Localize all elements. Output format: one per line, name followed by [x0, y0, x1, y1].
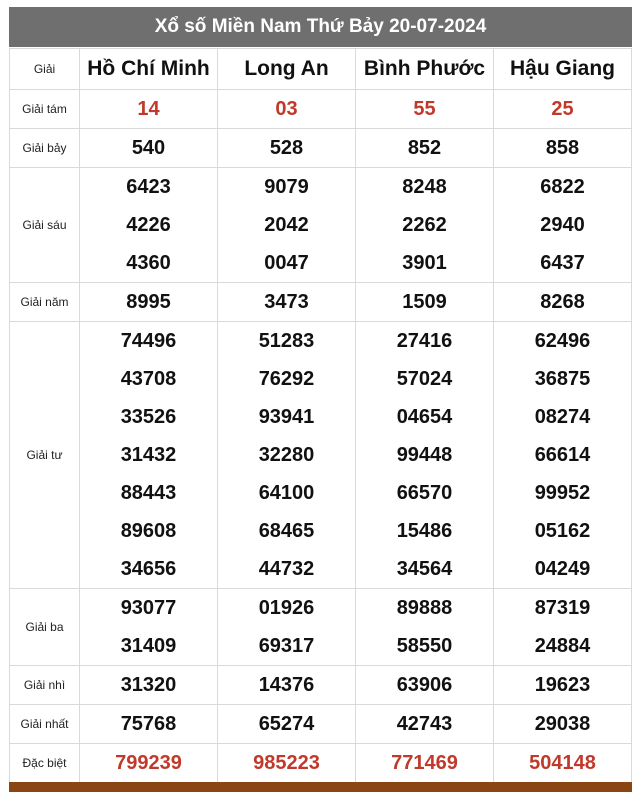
prize-cell: [80, 322, 218, 589]
prize-number: 69317: [258, 635, 315, 657]
prize-number: 771469: [391, 752, 458, 774]
prize-number: 34656: [120, 558, 177, 580]
prize-row: [10, 322, 632, 589]
province-header[interactable]: Hậu Giang: [494, 49, 632, 90]
prize-cell: [494, 589, 632, 666]
prize-cell: [218, 744, 356, 783]
header-row: [10, 49, 632, 90]
prize-number: 99952: [534, 482, 591, 504]
prize-number: 93941: [258, 406, 315, 428]
prize-number: 76292: [258, 368, 315, 390]
prize-cell: [218, 322, 356, 589]
prize-cell: [494, 322, 632, 589]
bottom-bar: [9, 782, 632, 792]
prize-number: 88443: [120, 482, 177, 504]
prize-number: 65274: [258, 713, 315, 735]
prize-cell: [356, 283, 494, 322]
prize-cell: [80, 90, 218, 129]
prize-number: 9079: [264, 176, 309, 198]
prize-number: 15486: [396, 520, 453, 542]
prize-number: 31432: [120, 444, 177, 466]
prize-cell: [356, 322, 494, 589]
prize-number: 858: [545, 137, 580, 159]
prize-number: 1509: [402, 291, 447, 313]
prize-row: [10, 90, 632, 129]
prize-cell: [80, 705, 218, 744]
prize-number: 57024: [396, 368, 453, 390]
prize-cell: [494, 90, 632, 129]
prize-number: 89608: [120, 520, 177, 542]
prize-number: 44732: [258, 558, 315, 580]
prize-number: 31320: [120, 674, 177, 696]
prize-cell: [218, 90, 356, 129]
prize-label: Giải nhất: [10, 705, 80, 744]
prize-row: [10, 744, 632, 783]
prize-number: 29038: [534, 713, 591, 735]
prize-cell: [80, 129, 218, 168]
prize-row: [10, 129, 632, 168]
prize-number: 6437: [540, 252, 585, 274]
prize-number: 03: [275, 98, 298, 120]
prize-cell: [218, 168, 356, 283]
prize-number: 05162: [534, 520, 591, 542]
prize-number: 01926: [258, 597, 315, 619]
prize-label: Giải năm: [10, 283, 80, 322]
prize-cell: [494, 666, 632, 705]
prize-number: 66614: [534, 444, 591, 466]
prize-number: 43708: [120, 368, 177, 390]
prize-cell: [218, 589, 356, 666]
page-title: Xổ số Miền Nam Thứ Bảy 20-07-2024: [9, 7, 632, 47]
results-table: [9, 48, 632, 783]
prize-number: 24884: [534, 635, 591, 657]
province-header[interactable]: Long An: [218, 49, 356, 90]
province-header[interactable]: Bình Phước: [356, 49, 494, 90]
prize-row: [10, 705, 632, 744]
prize-number: 68465: [258, 520, 315, 542]
prize-number: 32280: [258, 444, 315, 466]
prize-number: 64100: [258, 482, 315, 504]
prize-cell: [494, 744, 632, 783]
prize-number: 6822: [540, 176, 585, 198]
prize-number: 55: [413, 98, 436, 120]
prize-number: 51283: [258, 330, 315, 352]
prize-cell: [494, 168, 632, 283]
prize-number: 63906: [396, 674, 453, 696]
prize-number: 87319: [534, 597, 591, 619]
prize-cell: [356, 666, 494, 705]
prize-number: 34564: [396, 558, 453, 580]
prize-label: Giải tư: [10, 322, 80, 589]
prize-cell: [218, 283, 356, 322]
prize-number: 31409: [120, 635, 177, 657]
prize-label: Giải ba: [10, 589, 80, 666]
prize-cell: [80, 589, 218, 666]
prize-cell: [80, 283, 218, 322]
prize-cell: [494, 129, 632, 168]
prize-number: 8248: [402, 176, 447, 198]
prize-number: 42743: [396, 713, 453, 735]
prize-number: 2940: [540, 214, 585, 236]
prize-label: Giải nhì: [10, 666, 80, 705]
prize-number: 8268: [540, 291, 585, 313]
prize-number: 2042: [264, 214, 309, 236]
prize-row: [10, 283, 632, 322]
prize-number: 4360: [126, 252, 171, 274]
prize-number: 04249: [534, 558, 591, 580]
prize-cell: [356, 744, 494, 783]
header-label: Giải: [10, 49, 80, 90]
prize-cell: [356, 168, 494, 283]
prize-cell: [494, 705, 632, 744]
prize-cell: [80, 744, 218, 783]
prize-cell: [356, 90, 494, 129]
prize-number: 36875: [534, 368, 591, 390]
prize-cell: [356, 705, 494, 744]
prize-cell: [80, 168, 218, 283]
prize-number: 799239: [115, 752, 182, 774]
prize-number: 04654: [396, 406, 453, 428]
prize-number: 33526: [120, 406, 177, 428]
prize-label: Đặc biệt: [10, 744, 80, 783]
prize-cell: [356, 129, 494, 168]
prize-number: 74496: [120, 330, 177, 352]
prize-row: [10, 168, 632, 283]
prize-number: 528: [269, 137, 304, 159]
prize-number: 2262: [402, 214, 447, 236]
province-header[interactable]: Hồ Chí Minh: [80, 49, 218, 90]
prize-number: 66570: [396, 482, 453, 504]
prize-number: 3901: [402, 252, 447, 274]
prize-number: 27416: [396, 330, 453, 352]
prize-number: 6423: [126, 176, 171, 198]
prize-number: 08274: [534, 406, 591, 428]
results-table-body: [10, 49, 632, 783]
prize-number: 8995: [126, 291, 171, 313]
prize-number: 4226: [126, 214, 171, 236]
prize-cell: [218, 129, 356, 168]
prize-number: 75768: [120, 713, 177, 735]
prize-number: 14376: [258, 674, 315, 696]
prize-number: 89888: [396, 597, 453, 619]
prize-number: 25: [551, 98, 574, 120]
prize-number: 3473: [264, 291, 309, 313]
prize-cell: [356, 589, 494, 666]
prize-cell: [80, 666, 218, 705]
prize-cell: [218, 666, 356, 705]
prize-row: [10, 666, 632, 705]
prize-number: 19623: [534, 674, 591, 696]
prize-label: Giải bảy: [10, 129, 80, 168]
prize-number: 0047: [264, 252, 309, 274]
prize-number: 540: [131, 137, 166, 159]
prize-number: 852: [407, 137, 442, 159]
prize-cell: [494, 283, 632, 322]
prize-number: 93077: [120, 597, 177, 619]
prize-label: Giải sáu: [10, 168, 80, 283]
prize-number: 14: [137, 98, 160, 120]
prize-row: [10, 589, 632, 666]
prize-number: 504148: [529, 752, 596, 774]
prize-number: 62496: [534, 330, 591, 352]
prize-number: 58550: [396, 635, 453, 657]
prize-number: 985223: [253, 752, 320, 774]
prize-label: Giải tám: [10, 90, 80, 129]
prize-number: 99448: [396, 444, 453, 466]
prize-cell: [218, 705, 356, 744]
